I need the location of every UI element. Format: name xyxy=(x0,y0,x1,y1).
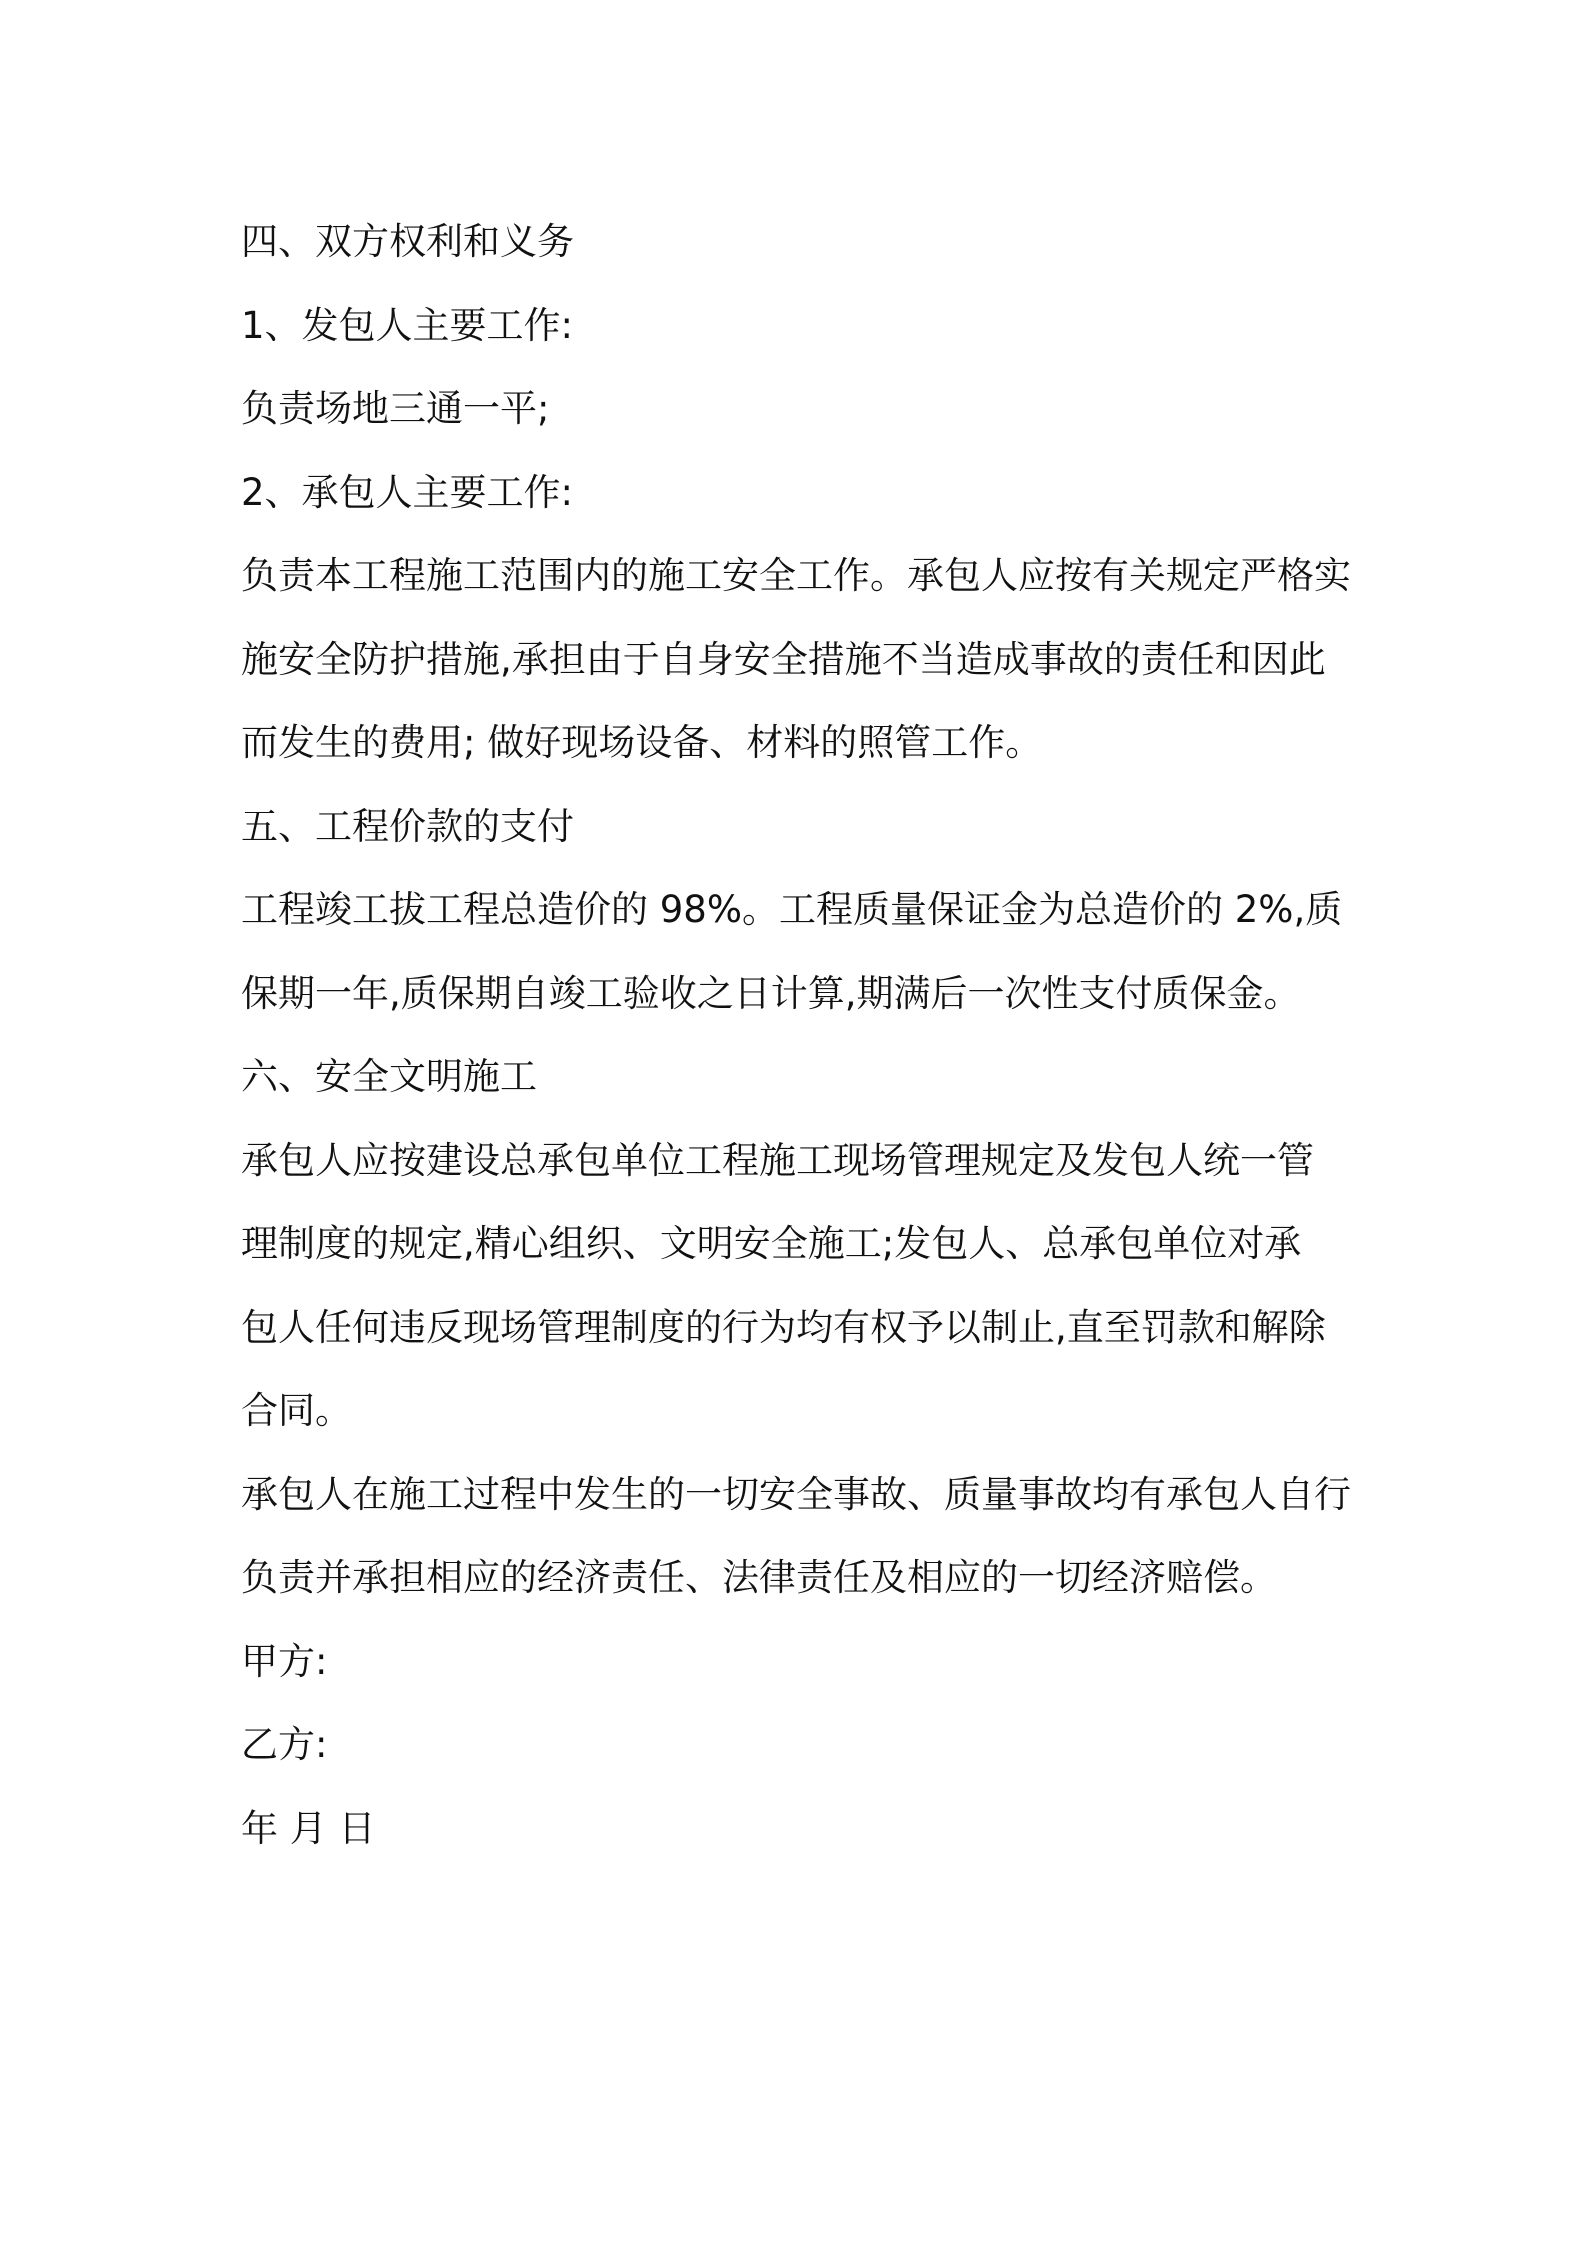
section-heading-safety: 六、安全文明施工 xyxy=(241,1055,537,1098)
document-body xyxy=(241,200,1361,1870)
safety-text-line-4: 合同。 xyxy=(241,1389,352,1432)
safety-text-line-3: 包人任何违反现场管理制度的行为均有权予以制止,直至罚款和解除 xyxy=(241,1305,1326,1349)
section-heading-payment: 五、工程价款的支付 xyxy=(241,804,574,848)
safety-text-line-1: 承包人应按建设总承包单位工程施工现场管理规定及发包人统一管 xyxy=(241,1138,1314,1182)
party-b-signature-label: 乙方: xyxy=(241,1723,328,1766)
subheading-contractor-duties: 2、承包人主要工作: xyxy=(241,470,574,514)
contractor-duties-line-3: 而发生的费用; 做好现场设备、材料的照管工作。 xyxy=(241,721,1043,764)
payment-text-line-1: 工程竣工拔工程总造价的 98%。工程质量保证金为总造价的 2%,质 xyxy=(241,888,1343,931)
employer-duties-text: 负责场地三通一平; xyxy=(241,387,550,430)
contractor-duties-line-1: 负责本工程施工范围内的施工安全工作。承包人应按有关规定严格实 xyxy=(241,554,1351,597)
liability-text-line-2: 负责并承担相应的经济责任、法律责任及相应的一切经济赔偿。 xyxy=(241,1556,1277,1599)
contractor-duties-line-2: 施安全防护措施,承担由于自身安全措施不当造成事故的责任和因此 xyxy=(241,637,1326,681)
subheading-employer-duties: 1、发包人主要工作: xyxy=(241,303,574,347)
payment-text-line-2: 保期一年,质保期自竣工验收之日计算,期满后一次性支付质保金。 xyxy=(241,971,1301,1015)
liability-text-line-1: 承包人在施工过程中发生的一切安全事故、质量事故均有承包人自行 xyxy=(241,1472,1351,1516)
date-label: 年 月 日 xyxy=(241,1806,376,1850)
section-heading-rights-obligations: 四、双方权利和义务 xyxy=(241,220,574,263)
party-a-signature-label: 甲方: xyxy=(241,1639,328,1683)
safety-text-line-2: 理制度的规定,精心组织、文明安全施工;发包人、总承包单位对承 xyxy=(241,1222,1302,1265)
